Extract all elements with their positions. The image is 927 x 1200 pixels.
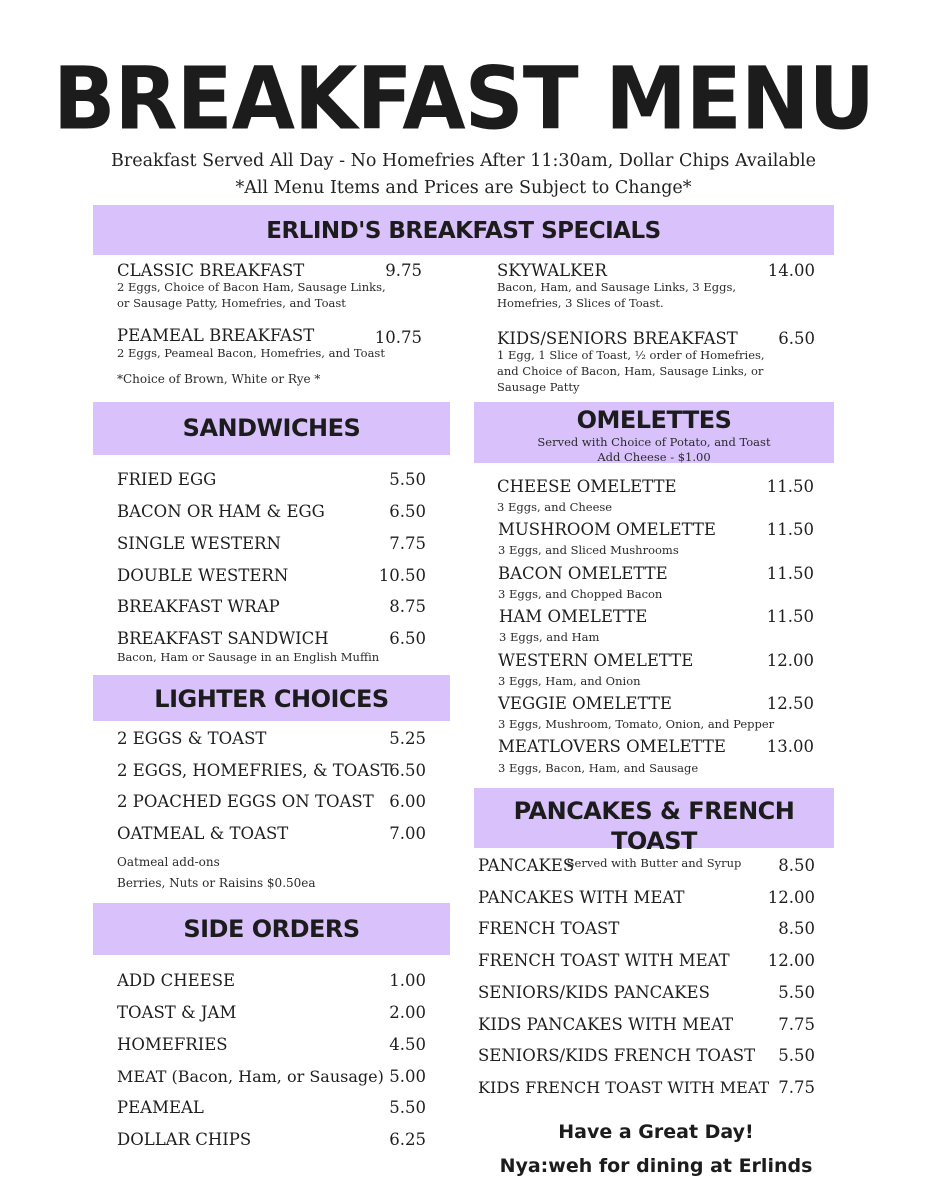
footer-thanks: Nya:weh for dining at Erlinds: [499, 1155, 813, 1177]
omelette-item-price: 12.50: [766, 694, 814, 713]
skywalker-name: SKYWALKER: [497, 261, 607, 280]
sandwich-item-name: BACON OR HAM & EGG: [117, 502, 325, 521]
side-item-name: TOAST & JAM: [117, 1003, 237, 1022]
peameal-breakfast-price: 10.75: [374, 328, 422, 347]
pancake-item-name: SENIORS/KIDS FRENCH TOAST: [478, 1046, 756, 1065]
skywalker-price: 14.00: [767, 261, 815, 280]
pancakes-heading: PANCAKES & FRENCH TOAST: [513, 797, 795, 855]
omelette-item-desc: 3 Eggs, Ham, and Onion: [498, 674, 641, 688]
omelette-item-price: 11.50: [766, 607, 814, 626]
side-item-name: MEAT (Bacon, Ham, or Sausage): [117, 1067, 384, 1086]
side-item-price: 2.00: [389, 1003, 426, 1022]
omelette-item-desc: 3 Eggs, and Sliced Mushrooms: [498, 543, 679, 557]
sandwich-item-name: DOUBLE WESTERN: [117, 566, 289, 585]
specials-band: [93, 205, 834, 255]
sandwich-item-price: 10.50: [378, 566, 426, 585]
lighter-item-name: 2 EGGS & TOAST: [117, 729, 267, 748]
kids-seniors-desc-1: 1 Egg, 1 Slice of Toast, ½ order of Homefries,: [497, 348, 765, 362]
peameal-breakfast-name: PEAMEAL BREAKFAST: [117, 326, 315, 345]
toast-choice-note: *Choice of Brown, White or Rye *: [117, 372, 321, 386]
kids-seniors-desc-3: Sausage Patty: [497, 380, 580, 394]
omelette-item-name: MUSHROOM OMELETTE: [498, 520, 716, 539]
sandwich-item-price: 6.50: [389, 502, 426, 521]
pancake-item-name: SENIORS/KIDS PANCAKES: [478, 983, 710, 1002]
pancake-item-name: PANCAKES WITH MEAT: [478, 888, 685, 907]
pancake-item-price: 5.50: [778, 983, 815, 1002]
side-item-name: DOLLAR CHIPS: [117, 1130, 252, 1149]
kids-seniors-desc-2: and Choice of Bacon, Ham, Sausage Links, or: [497, 364, 764, 378]
specials-heading: ERLIND'S BREAKFAST SPECIALS: [266, 218, 661, 244]
oatmeal-addons-detail: Berries, Nuts or Raisins $0.50ea: [117, 876, 316, 890]
side-item-price: 4.50: [389, 1035, 426, 1054]
pancake-item-price: 5.50: [778, 1046, 815, 1065]
omelette-item-price: 13.00: [766, 737, 814, 756]
sandwich-item-name: SINGLE WESTERN: [117, 534, 281, 553]
skywalker-desc-1: Bacon, Ham, and Sausage Links, 3 Eggs,: [497, 280, 737, 294]
breakfast-sandwich-desc: Bacon, Ham or Sausage in an English Muffin: [117, 650, 380, 664]
pancake-item-name: KIDS PANCAKES WITH MEAT: [478, 1015, 734, 1034]
sandwich-item-name: BREAKFAST WRAP: [117, 597, 280, 616]
omelette-item-name: HAM OMELETTE: [499, 607, 648, 626]
omelette-item-price: 11.50: [766, 564, 814, 583]
omelette-item-price: 11.50: [766, 477, 814, 496]
lighter-item-name: 2 EGGS, HOMEFRIES, & TOAST: [117, 761, 392, 780]
omelette-item-name: BACON OMELETTE: [498, 564, 668, 583]
pancake-item-price: 7.75: [778, 1078, 815, 1097]
skywalker-desc-2: Homefries, 3 Slices of Toast.: [497, 296, 664, 310]
sandwich-item-name: BREAKFAST SANDWICH: [117, 629, 329, 648]
omelette-item-name: MEATLOVERS OMELETTE: [498, 737, 726, 756]
sandwich-item-price: 7.75: [389, 534, 426, 553]
side-orders-heading: SIDE ORDERS: [183, 915, 360, 943]
classic-breakfast-name: CLASSIC BREAKFAST: [117, 261, 305, 280]
lighter-item-price: 6.00: [389, 792, 426, 811]
side-item-name: ADD CHEESE: [117, 971, 236, 990]
pancake-item-price: 7.75: [778, 1015, 815, 1034]
classic-breakfast-desc-1: 2 Eggs, Choice of Bacon Ham, Sausage Links,: [117, 280, 386, 294]
omelettes-band: [474, 402, 834, 463]
omelette-item-desc: 3 Eggs, and Ham: [499, 630, 600, 644]
side-item-name: HOMEFRIES: [117, 1035, 228, 1054]
side-item-price: 6.25: [389, 1130, 426, 1149]
side-item-name: PEAMEAL: [117, 1098, 204, 1117]
omelette-item-price: 12.00: [766, 651, 814, 670]
pancake-item-price: 8.50: [778, 856, 815, 875]
sandwiches-band: [93, 402, 450, 455]
pancake-item-name: KIDS FRENCH TOAST WITH MEAT: [478, 1078, 770, 1097]
side-orders-band: [93, 903, 450, 955]
lighter-item-name: 2 POACHED EGGS ON TOAST: [117, 792, 374, 811]
peameal-breakfast-desc: 2 Eggs, Peameal Bacon, Homefries, and Toast: [117, 346, 385, 360]
side-item-price: 1.00: [389, 971, 426, 990]
omelette-item-desc: 3 Eggs, Mushroom, Tomato, Onion, and Pepper: [498, 717, 775, 731]
sandwich-item-price: 6.50: [389, 629, 426, 648]
lighter-item-price: 5.25: [389, 729, 426, 748]
pancake-item-price: 12.00: [767, 951, 815, 970]
lighter-item-name: OATMEAL & TOAST: [117, 824, 289, 843]
subtitle-hours: Breakfast Served All Day - No Homefries After 11:30am, Dollar Chips Available: [111, 151, 816, 171]
omelette-item-desc: 3 Eggs, and Cheese: [497, 500, 613, 514]
pancake-item-price: 12.00: [767, 888, 815, 907]
omelette-item-name: VEGGIE OMELETTE: [498, 694, 672, 713]
sandwich-item-price: 8.75: [389, 597, 426, 616]
subtitle-disclaimer: *All Menu Items and Prices are Subject to Change*: [235, 178, 692, 198]
lighter-choices-band: [93, 675, 450, 721]
sandwiches-heading: SANDWICHES: [182, 414, 361, 442]
lighter-choices-heading: LIGHTER CHOICES: [154, 685, 389, 713]
pancake-item-name: FRENCH TOAST WITH MEAT: [478, 951, 730, 970]
sandwich-item-price: 5.50: [389, 470, 426, 489]
omelettes-sub-2: Add Cheese - $1.00: [597, 450, 711, 464]
classic-breakfast-price: 9.75: [385, 261, 422, 280]
sandwich-item-name: FRIED EGG: [117, 470, 217, 489]
omelette-item-name: WESTERN OMELETTE: [498, 651, 694, 670]
side-item-price: 5.00: [389, 1067, 426, 1086]
lighter-item-price: 7.00: [389, 824, 426, 843]
kids-seniors-breakfast-name: KIDS/SENIORS BREAKFAST: [497, 329, 738, 348]
oatmeal-addons-label: Oatmeal add-ons: [117, 855, 220, 869]
menu-title: BREAKFAST MENU: [52, 49, 875, 150]
kids-seniors-breakfast-price: 6.50: [778, 329, 815, 348]
pancakes-sub: Served with Butter and Syrup: [566, 856, 742, 870]
classic-breakfast-desc-2: or Sausage Patty, Homefries, and Toast: [117, 296, 346, 310]
omelette-item-desc: 3 Eggs, Bacon, Ham, and Sausage: [498, 761, 699, 775]
footer-greeting: Have a Great Day!: [558, 1121, 754, 1143]
pancake-item-price: 8.50: [778, 919, 815, 938]
side-item-price: 5.50: [389, 1098, 426, 1117]
omelettes-heading: OMELETTES: [576, 406, 732, 434]
omelette-item-name: CHEESE OMELETTE: [497, 477, 677, 496]
pancake-item-name: PANCAKES: [478, 856, 575, 875]
lighter-item-price: 6.50: [389, 761, 426, 780]
omelette-item-price: 11.50: [766, 520, 814, 539]
omelette-item-desc: 3 Eggs, and Chopped Bacon: [498, 587, 663, 601]
pancake-item-name: FRENCH TOAST: [478, 919, 620, 938]
omelettes-sub-1: Served with Choice of Potato, and Toast: [537, 435, 771, 449]
